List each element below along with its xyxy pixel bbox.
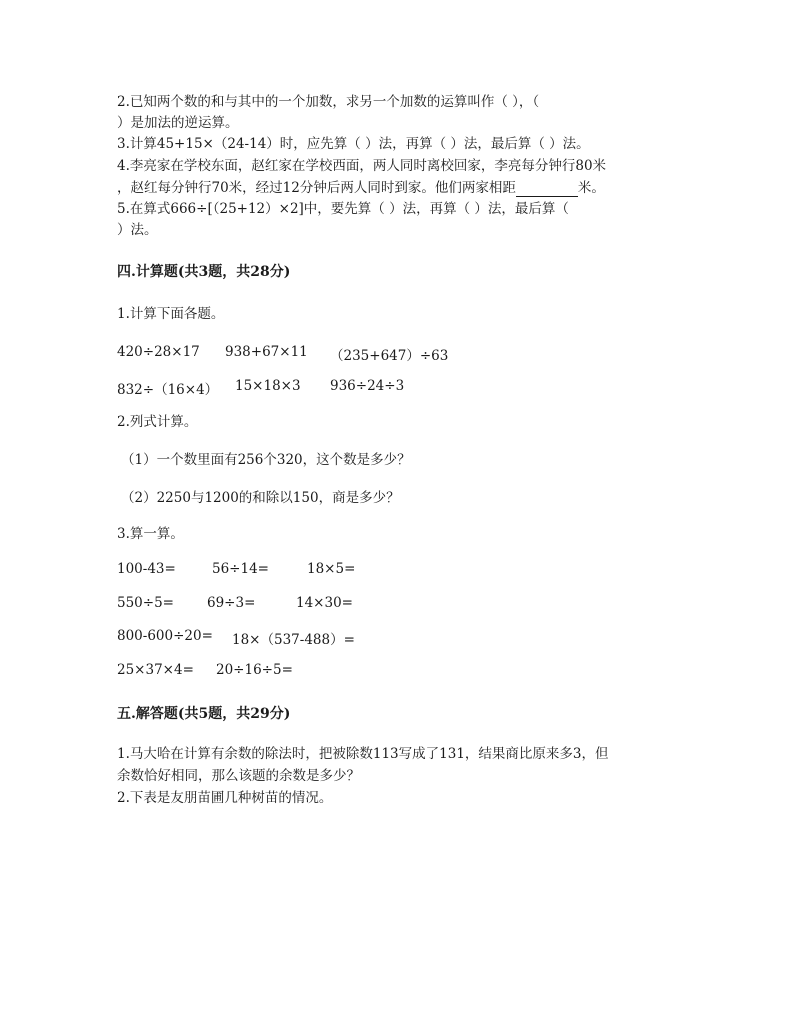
- calc-item: 100-43=: [117, 561, 176, 577]
- calc-item: 420÷28×17: [117, 344, 200, 360]
- calc-item: 14×30=: [296, 595, 353, 611]
- calc-item: 800-600÷20=: [117, 628, 213, 644]
- section-4-title: 四.计算题(共3题，共28分): [117, 264, 291, 280]
- calc-item: 550÷5=: [117, 595, 174, 611]
- question-4-line-2: [117, 179, 605, 197]
- section-4-q1-title: 1.计算下面各题。: [117, 306, 225, 322]
- calc-item: 18×（537-488）=: [232, 632, 355, 648]
- question-5-line-1: 5.在算式666÷[（25+12）×2]中，要先算（ ）法，再算（ ）法，最后算（: [117, 201, 569, 217]
- calc-item: （235+647）÷63: [330, 348, 449, 364]
- question-2-line-1: 2.已知两个数的和与其中的一个加数，求另一个加数的运算叫作（ ），（: [117, 94, 540, 110]
- calc-item: 832÷（16×4）: [117, 382, 219, 398]
- question-4-line-1: 4.李亮家在学校东面，赵红家在学校西面，两人同时离校回家，李亮每分钟行80米: [117, 158, 607, 174]
- section-5-q2: 2.下表是友朋苗圃几种树苗的情况。: [117, 790, 333, 806]
- calc-item: 15×18×3: [235, 378, 301, 394]
- section-5-title: 五.解答题(共5题，共29分): [117, 706, 291, 722]
- question-4-text: ，赵红每分钟行70米，经过12分钟后两人同时到家。他们两家相距: [117, 180, 516, 196]
- calc-item: 56÷14=: [212, 561, 269, 577]
- answer-blank: [516, 182, 578, 197]
- question-5-line-2: ）法。: [117, 222, 158, 238]
- section-5-q1-line-1: 1.马大哈在计算有余数的除法时，把被除数113写成了131，结果商比原来多3，但: [117, 746, 609, 762]
- calc-item: 69÷3=: [207, 595, 256, 611]
- section-5-q1-line-2: 余数恰好相同，那么该题的余数是多少？: [117, 768, 360, 784]
- question-2-line-2: ）是加法的逆运算。: [117, 115, 239, 131]
- question-4-unit: 米。: [577, 180, 605, 196]
- calc-item: 20÷16÷5=: [216, 662, 293, 678]
- section-4-q2-title: 2.列式计算。: [117, 414, 198, 430]
- section-4-q2-b: （2）2250与1200的和除以150，商是多少？: [121, 490, 400, 506]
- calc-item: 25×37×4=: [117, 662, 194, 678]
- calc-item: 938+67×11: [225, 344, 308, 360]
- section-4-q2-a: （1）一个数里面有256个320，这个数是多少？: [121, 452, 411, 468]
- calc-item: 18×5=: [307, 561, 356, 577]
- calc-item: 936÷24÷3: [330, 378, 405, 394]
- question-3: 3.计算45+15×（24-14）时，应先算（ ）法，再算（ ）法，最后算（ ）法。: [117, 136, 590, 152]
- section-4-q3-title: 3.算一算。: [117, 526, 184, 542]
